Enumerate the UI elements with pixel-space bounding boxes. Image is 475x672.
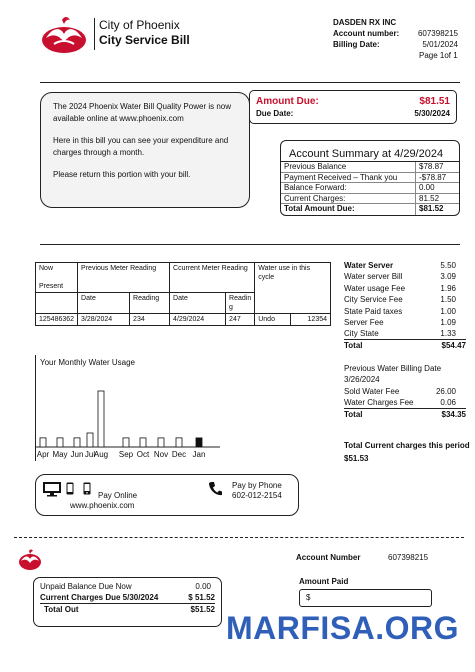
table-row: 125486362 3/28/2024 234 4/29/2024 247 Undo 12354 [36, 314, 331, 326]
phoenix-logo-small-icon [18, 549, 42, 571]
curr-reading-subheader: Readin g [226, 293, 255, 314]
previous-billing [344, 363, 466, 420]
list-item: State Paid taxes 1.00 [344, 306, 456, 316]
usage-bar-jul [87, 433, 93, 447]
list-item: Server Fee 1.09 [344, 317, 456, 327]
info-paragraph-2: Here in this bill you can see your expenditure and charges through a month. [53, 136, 229, 157]
amount-due-box [249, 90, 457, 124]
pay-phone-label: Pay by Phone [232, 481, 282, 490]
usage-bar-sep [123, 438, 129, 447]
tablet-icon [83, 482, 91, 495]
curr-reading-header: Ccurrent Meter Reading [170, 263, 255, 293]
usage-bar-oct [140, 438, 146, 447]
current-total-label: Total Current charges this period [344, 441, 470, 450]
info-paragraph-1: The 2024 Phoenix Water Bill Quality Power is now available online at www.phoenix.com [53, 102, 232, 123]
prev-reading-subheader: Reading [130, 293, 170, 314]
summary-row: Previous Balance $78.87 [281, 162, 459, 173]
watermark-logo: MARFISA.ORG [226, 610, 460, 646]
usage-bar-apr [40, 438, 46, 447]
current-total-value: $51.53 [344, 454, 369, 463]
month-label-aug: Aug [93, 450, 109, 459]
amount-paid-label: Amount Paid [299, 577, 349, 586]
page-indicator: Page 1of 1 [419, 51, 458, 60]
currency-prefix: $ [306, 593, 311, 602]
summary-row: Balance Forward: 0.00 [281, 183, 459, 194]
tear-off-line [14, 537, 464, 538]
telephone-icon [208, 481, 222, 497]
pay-online-label: Pay Online [98, 491, 138, 500]
prev-reading-header: Previous Meter Reading [78, 263, 170, 293]
list-item: Water server Bill 3.09 [344, 272, 456, 282]
due-date-value: 5/30/2024 [414, 109, 450, 118]
bill-title: City Service Bill [99, 33, 190, 47]
previous-billing-date: 3/26/2024 [344, 375, 380, 385]
stub-current-row: Current Charges Due 5/30/2024 $ 51.52 [40, 593, 215, 602]
account-number-row: Account number: 607398215 [333, 29, 458, 38]
month-label-may: May [52, 450, 68, 459]
usage-bar-jun [74, 438, 80, 447]
stub-account-value: 607398215 [388, 553, 429, 562]
pay-online-link[interactable]: www.phoenix.com [70, 501, 135, 510]
stub-account-label: Account Number [296, 553, 361, 562]
list-item: City Service Fee 1.50 [344, 295, 456, 305]
previous-billing-label: Previous Water Billing Date [344, 364, 442, 373]
pay-phone-number: 602-012-2154 [232, 491, 282, 500]
city-name: City of Phoenix [99, 18, 180, 32]
list-item: Water Charges Fee 0.06 [344, 397, 466, 408]
bill-title-block [94, 18, 190, 50]
usage-bars [36, 370, 222, 450]
month-label-jun: Jun [70, 450, 84, 459]
chart-title: Your Monthly Water Usage [40, 358, 136, 367]
month-label-apr: Apr [36, 450, 50, 459]
monitor-icon [42, 481, 62, 497]
meter-now-cell: Now Present [36, 263, 78, 293]
phone-icon [66, 482, 74, 495]
month-label-nov: Nov [153, 450, 169, 459]
amount-due-label: Amount Due: [256, 96, 319, 107]
payment-options-box [35, 474, 299, 516]
account-summary-title: Account Summary at 4/29/2024 [281, 141, 459, 162]
amount-due-value: $81.51 [419, 96, 450, 107]
previous-total: Total $34.35 [344, 409, 466, 419]
usage-bar-aug [98, 391, 104, 447]
phoenix-logo-icon [40, 14, 88, 54]
info-notice-box [40, 92, 250, 208]
info-paragraph-3: Please return this portion with your bill. [53, 170, 191, 179]
usage-bar-dec [176, 438, 182, 447]
due-date-label: Due Date: [256, 109, 294, 118]
stub-unpaid-row: Unpaid Balance Due Now 0.00 [40, 582, 211, 591]
account-summary-box [280, 140, 460, 216]
stub-total-row: Total Out $51.52 [44, 605, 215, 614]
usage-bar-jan [196, 438, 202, 447]
month-label-jul: Jul [84, 450, 96, 459]
company-name: DASDEN RX INC [333, 18, 397, 27]
stub-summary-box [33, 577, 222, 627]
prev-date-header: Date [78, 293, 130, 314]
usage-bar-may [57, 438, 63, 447]
curr-date-header: Date [170, 293, 226, 314]
summary-total-row: Total Amount Due: $81.52 [281, 204, 459, 215]
usage-bar-nov [158, 438, 164, 447]
amount-paid-input[interactable] [299, 589, 432, 607]
list-item: Sold Water Fee 26.00 [344, 386, 456, 396]
summary-row: Payment Received – Thank you -$78.87 [281, 173, 459, 184]
list-item: Water Server 5.50 [344, 261, 456, 270]
fees-total: Total $54.47 [344, 340, 466, 350]
summary-row: Current Charges: 81.52 [281, 194, 459, 205]
month-label-oct: Oct [136, 450, 150, 459]
fees-list [344, 260, 466, 351]
list-item: Water usage Fee 1.96 [344, 283, 456, 293]
month-label-sep: Sep [118, 450, 134, 459]
meter-reading-table [35, 262, 331, 326]
water-use-header: Water use in this cycle [255, 263, 331, 314]
month-label-dec: Dec [171, 450, 187, 459]
divider-middle [40, 244, 460, 245]
billing-date-row: Billing Date: 5/01/2024 [333, 40, 458, 49]
list-item: City State 1.33 [344, 328, 466, 339]
month-label-jan: Jan [192, 450, 206, 459]
divider-top [40, 82, 460, 83]
